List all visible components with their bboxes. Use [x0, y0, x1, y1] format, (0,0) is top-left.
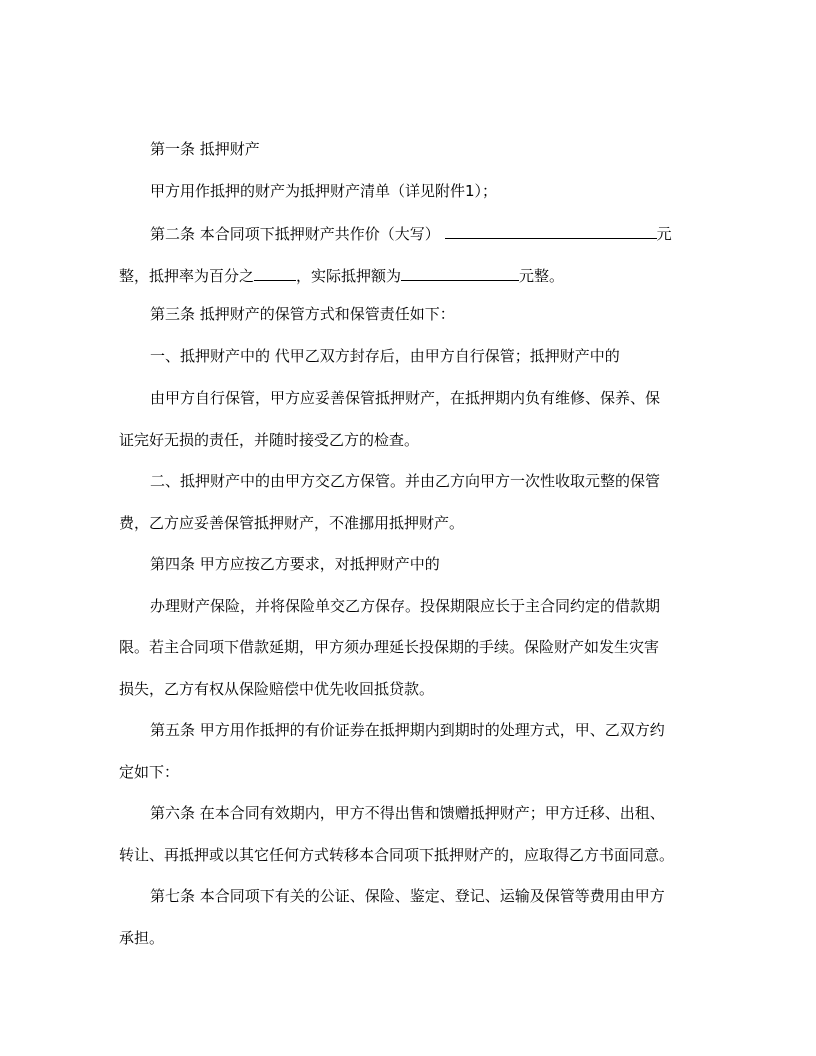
text: 元	[656, 225, 672, 243]
amount-blank	[401, 265, 519, 281]
text: 第二条 本合同项下抵押财产共作价（大写）	[150, 225, 440, 243]
paragraph	[119, 679, 719, 699]
text: 承担。	[119, 929, 165, 947]
text: 损失，乙方有权从保险赔偿中优先收回抵贷款。	[119, 680, 435, 698]
paragraph	[119, 430, 719, 450]
text: 定如下：	[119, 763, 180, 781]
article-3-heading	[150, 304, 750, 324]
text: 元整。	[519, 267, 565, 285]
paragraph	[119, 637, 719, 657]
paragraph	[150, 388, 750, 408]
text: 转让、再抵押或以其它任何方式转移本合同项下抵押财产的，应取得乙方书面同意。	[119, 846, 675, 864]
text: 甲方用作抵押的财产为抵押财产清单（详见附件1）；	[150, 182, 498, 200]
paragraph	[150, 181, 750, 201]
text: 费，乙方应妥善保管抵押财产，不准挪用抵押财产。	[119, 514, 465, 532]
text: 第七条 本合同项下有关的公证、保险、鉴定、登记、运输及保管等费用由甲方	[150, 887, 665, 905]
price-blank	[445, 223, 657, 239]
paragraph	[119, 513, 719, 533]
article-5-heading	[150, 720, 750, 740]
article-6-heading	[150, 803, 750, 823]
paragraph	[150, 471, 750, 491]
rate-blank	[254, 265, 296, 281]
text: 一、抵押财产中的 代甲乙双方封存后，由甲方自行保管；抵押财产中的	[150, 347, 620, 365]
text: 第六条 在本合同有效期内，甲方不得出售和馈赠抵押财产；甲方迁移、出租、	[150, 804, 665, 822]
article-2-line-2	[119, 265, 719, 285]
text: 办理财产保险，并将保险单交乙方保存。投保期限应长于主合同约定的借款期	[150, 597, 661, 615]
text: 第三条 抵押财产的保管方式和保管责任如下：	[150, 305, 455, 323]
text: 整，抵押率为百分之	[119, 267, 255, 285]
text: ，实际抵押额为	[296, 267, 402, 285]
paragraph	[150, 596, 750, 616]
article-7-heading	[150, 886, 750, 906]
text: 第四条 甲方应按乙方要求，对抵押财产中的	[150, 555, 440, 573]
text: 限。若主合同项下借款延期，甲方须办理延长投保期的手续。保险财产如发生灾害	[119, 638, 660, 656]
text: 证完好无损的责任，并随时接受乙方的检查。	[119, 431, 420, 449]
paragraph	[119, 762, 719, 782]
text: 第五条 甲方用作抵押的有价证券在抵押期内到期时的处理方式，甲、乙双方约	[150, 721, 665, 739]
article-1-heading	[150, 139, 750, 159]
text: 二、抵押财产中的由甲方交乙方保管。并由乙方向甲方一次性收取元整的保管	[150, 472, 661, 490]
paragraph	[119, 845, 719, 865]
text: 第一条 抵押财产	[150, 140, 260, 158]
article-2-line-1	[150, 223, 750, 243]
article-4-heading	[150, 554, 750, 574]
paragraph	[119, 928, 719, 948]
paragraph	[150, 346, 750, 366]
text: 由甲方自行保管，甲方应妥善保管抵押财产，在抵押期内负有维修、保养、保	[150, 389, 661, 407]
